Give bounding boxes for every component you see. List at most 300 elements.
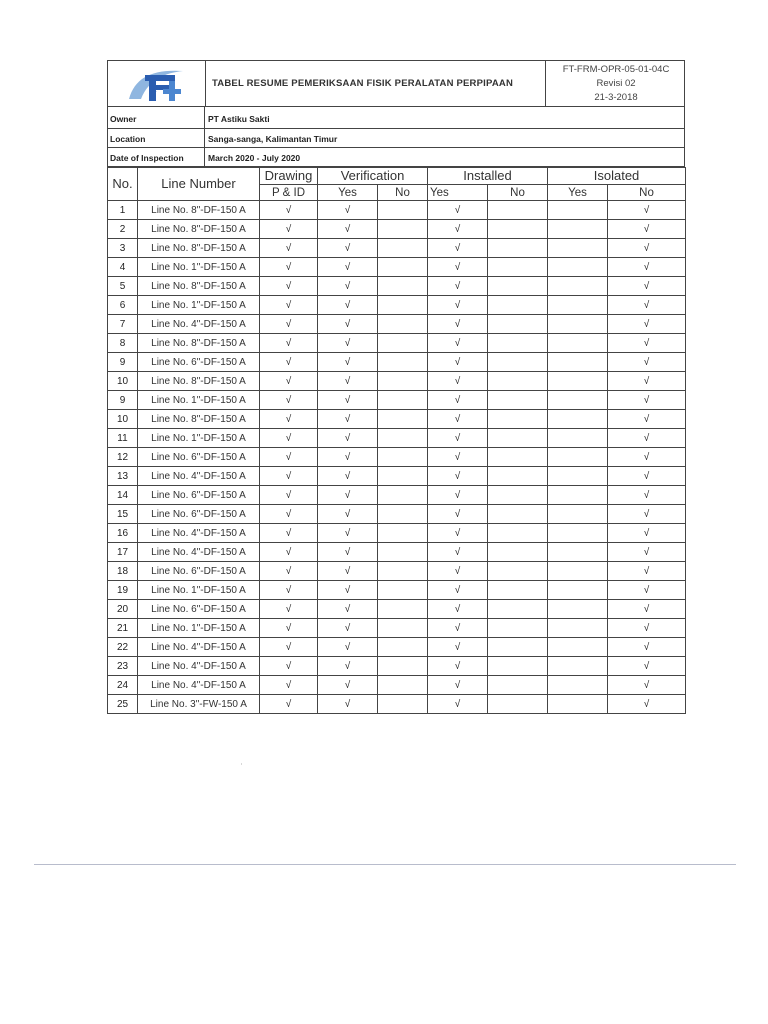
table-row [108,391,686,410]
installed-yes-check: √ [428,562,488,581]
installed-no-cell [488,467,548,486]
row-number: 24 [108,676,138,695]
installed-yes-check: √ [428,676,488,695]
line-number: Line No. 8"-DF-150 A [138,334,260,353]
line-number: Line No. 6"-DF-150 A [138,505,260,524]
col-no: No. [108,168,138,201]
verification-no-cell [378,524,428,543]
isolated-no-check: √ [608,410,686,429]
verification-no-cell [378,220,428,239]
line-number: Line No. 8"-DF-150 A [138,410,260,429]
pid-check: √ [260,410,318,429]
table-row [108,657,686,676]
verification-yes-check: √ [318,372,378,391]
installed-no-cell [488,201,548,220]
verification-yes-check: √ [318,524,378,543]
line-number: Line No. 4"-DF-150 A [138,657,260,676]
isolated-yes-cell [548,562,608,581]
installed-no-cell [488,334,548,353]
pid-check: √ [260,486,318,505]
col-isolated-yes: Yes [548,185,608,201]
installed-yes-check: √ [428,410,488,429]
verification-yes-check: √ [318,486,378,505]
row-number: 5 [108,277,138,296]
installed-no-cell [488,372,548,391]
verification-no-cell [378,372,428,391]
line-number: Line No. 8"-DF-150 A [138,372,260,391]
table-body [108,201,686,714]
pid-check: √ [260,695,318,714]
verification-no-cell [378,619,428,638]
line-number: Line No. 8"-DF-150 A [138,201,260,220]
isolated-yes-cell [548,239,608,258]
line-number: Line No. 1"-DF-150 A [138,429,260,448]
pid-check: √ [260,220,318,239]
row-number: 20 [108,600,138,619]
line-number: Line No. 6"-DF-150 A [138,600,260,619]
isolated-yes-cell [548,334,608,353]
isolated-no-check: √ [608,372,686,391]
verification-no-cell [378,353,428,372]
table-row [108,372,686,391]
installed-yes-check: √ [428,619,488,638]
verification-yes-check: √ [318,448,378,467]
verification-no-cell [378,657,428,676]
isolated-yes-cell [548,638,608,657]
installed-yes-check: √ [428,581,488,600]
col-isolated-no: No [608,185,686,201]
isolated-no-check: √ [608,505,686,524]
pid-check: √ [260,524,318,543]
row-number: 21 [108,619,138,638]
installed-no-cell [488,562,548,581]
isolated-yes-cell [548,467,608,486]
line-number: Line No. 8"-DF-150 A [138,220,260,239]
installed-no-cell [488,296,548,315]
pid-check: √ [260,562,318,581]
installed-yes-check: √ [428,486,488,505]
isolated-yes-cell [548,581,608,600]
pid-check: √ [260,581,318,600]
line-number: Line No. 8"-DF-150 A [138,239,260,258]
table-row [108,353,686,372]
verification-yes-check: √ [318,391,378,410]
revision: Revisi 02 [596,78,636,89]
row-number: 9 [108,391,138,410]
installed-yes-check: √ [428,391,488,410]
row-number: 13 [108,467,138,486]
row-number: 3 [108,239,138,258]
verification-no-cell [378,448,428,467]
installed-no-cell [488,619,548,638]
verification-yes-check: √ [318,410,378,429]
col-isolated: Isolated [548,168,686,185]
table-row [108,448,686,467]
verification-yes-check: √ [318,334,378,353]
doc-code: FT-FRM-OPR-05-01-04C [562,64,670,75]
verification-no-cell [378,505,428,524]
verification-yes-check: √ [318,353,378,372]
verification-yes-check: √ [318,315,378,334]
table-row [108,676,686,695]
line-number: Line No. 4"-DF-150 A [138,524,260,543]
isolated-yes-cell [548,600,608,619]
isolated-yes-cell [548,201,608,220]
location-label: Location [107,129,205,148]
pid-check: √ [260,448,318,467]
line-number: Line No. 4"-DF-150 A [138,467,260,486]
installed-yes-check: √ [428,220,488,239]
pid-check: √ [260,277,318,296]
verification-no-cell [378,239,428,258]
table-row [108,619,686,638]
verification-yes-check: √ [318,258,378,277]
table-row [108,410,686,429]
isolated-yes-cell [548,676,608,695]
verification-no-cell [378,277,428,296]
installed-no-cell [488,220,548,239]
verification-yes-check: √ [318,638,378,657]
table-row [108,239,686,258]
isolated-no-check: √ [608,429,686,448]
info-block [107,107,685,167]
table-row [108,638,686,657]
table-row [108,505,686,524]
row-number: 14 [108,486,138,505]
table-row [108,543,686,562]
table-row [108,524,686,543]
pid-check: √ [260,505,318,524]
isolated-no-check: √ [608,486,686,505]
row-number: 16 [108,524,138,543]
pid-check: √ [260,467,318,486]
isolated-no-check: √ [608,562,686,581]
installed-yes-check: √ [428,524,488,543]
col-installed-yes: Yes [428,185,488,201]
verification-yes-check: √ [318,277,378,296]
installed-no-cell [488,581,548,600]
line-number: Line No. 4"-DF-150 A [138,315,260,334]
row-number: 10 [108,372,138,391]
pid-check: √ [260,239,318,258]
verification-yes-check: √ [318,296,378,315]
installed-yes-check: √ [428,277,488,296]
revision-date: 21-3-2018 [594,92,638,103]
isolated-no-check: √ [608,600,686,619]
line-number: Line No. 1"-DF-150 A [138,581,260,600]
installed-no-cell [488,524,548,543]
inspection-table [107,167,686,714]
installed-no-cell [488,315,548,334]
form-title: TABEL RESUME PEMERIKSAAN FISIK PERALATAN PERPIPAAN [206,61,546,106]
verification-no-cell [378,676,428,695]
verification-yes-check: √ [318,201,378,220]
installed-no-cell [488,486,548,505]
installed-yes-check: √ [428,315,488,334]
verification-no-cell [378,581,428,600]
isolated-no-check: √ [608,220,686,239]
col-drawing: Drawing [260,168,318,185]
pid-check: √ [260,315,318,334]
table-row [108,277,686,296]
isolated-no-check: √ [608,315,686,334]
pid-check: √ [260,201,318,220]
installed-no-cell [488,258,548,277]
isolated-yes-cell [548,258,608,277]
installed-yes-check: √ [428,657,488,676]
table-row [108,220,686,239]
installed-no-cell [488,600,548,619]
verification-yes-check: √ [318,239,378,258]
pid-check: √ [260,638,318,657]
verification-no-cell [378,600,428,619]
isolated-no-check: √ [608,448,686,467]
verification-yes-check: √ [318,562,378,581]
installed-yes-check: √ [428,239,488,258]
owner-label: Owner [107,107,205,129]
isolated-no-check: √ [608,619,686,638]
isolated-yes-cell [548,353,608,372]
installed-no-cell [488,695,548,714]
verification-no-cell [378,315,428,334]
line-number: Line No. 6"-DF-150 A [138,448,260,467]
verification-yes-check: √ [318,581,378,600]
col-pid: P & ID [260,185,318,201]
isolated-yes-cell [548,657,608,676]
row-number: 22 [108,638,138,657]
installed-no-cell [488,676,548,695]
verification-no-cell [378,695,428,714]
line-number: Line No. 4"-DF-150 A [138,638,260,657]
row-number: 12 [108,448,138,467]
inspection-form [107,60,685,714]
col-verification-yes: Yes [318,185,378,201]
pid-check: √ [260,296,318,315]
installed-yes-check: √ [428,467,488,486]
verification-yes-check: √ [318,220,378,239]
col-verification: Verification [318,168,428,185]
col-verification-no: No [378,185,428,201]
table-row [108,315,686,334]
isolated-yes-cell [548,315,608,334]
verification-no-cell [378,334,428,353]
line-number: Line No. 4"-DF-150 A [138,543,260,562]
row-number: 25 [108,695,138,714]
installed-yes-check: √ [428,505,488,524]
pid-check: √ [260,429,318,448]
installed-yes-check: √ [428,429,488,448]
isolated-no-check: √ [608,258,686,277]
installed-yes-check: √ [428,448,488,467]
isolated-yes-cell [548,619,608,638]
isolated-no-check: √ [608,277,686,296]
installed-yes-check: √ [428,296,488,315]
verification-yes-check: √ [318,505,378,524]
line-number: Line No. 6"-DF-150 A [138,486,260,505]
verification-no-cell [378,638,428,657]
installed-yes-check: √ [428,353,488,372]
company-logo [108,61,206,106]
installed-yes-check: √ [428,600,488,619]
isolated-no-check: √ [608,543,686,562]
installed-yes-check: √ [428,334,488,353]
verification-no-cell [378,201,428,220]
row-number: 17 [108,543,138,562]
line-number: Line No. 1"-DF-150 A [138,391,260,410]
table-row [108,600,686,619]
table-row [108,562,686,581]
pid-check: √ [260,676,318,695]
isolated-no-check: √ [608,638,686,657]
isolated-no-check: √ [608,296,686,315]
verification-yes-check: √ [318,467,378,486]
installed-no-cell [488,239,548,258]
installed-yes-check: √ [428,695,488,714]
owner-value: PT Astiku Sakti [205,107,685,129]
installed-no-cell [488,657,548,676]
table-row [108,695,686,714]
verification-yes-check: √ [318,695,378,714]
pid-check: √ [260,619,318,638]
isolated-yes-cell [548,391,608,410]
pid-check: √ [260,391,318,410]
isolated-no-check: √ [608,201,686,220]
location-value: Sanga-sanga, Kalimantan Timur [205,129,685,148]
row-number: 15 [108,505,138,524]
isolated-yes-cell [548,486,608,505]
col-installed-no: No [488,185,548,201]
col-line-number: Line Number [138,168,260,201]
table-row [108,201,686,220]
isolated-yes-cell [548,505,608,524]
ft-logo-icon [125,65,189,103]
line-number: Line No. 6"-DF-150 A [138,353,260,372]
line-number: Line No. 8"-DF-150 A [138,277,260,296]
scan-speck [241,763,242,765]
table-row [108,581,686,600]
pid-check: √ [260,372,318,391]
isolated-yes-cell [548,277,608,296]
installed-no-cell [488,505,548,524]
row-number: 2 [108,220,138,239]
table-row [108,334,686,353]
date-label: Date of Inspection [107,148,205,167]
row-number: 9 [108,353,138,372]
installed-yes-check: √ [428,638,488,657]
verification-no-cell [378,296,428,315]
row-number: 8 [108,334,138,353]
installed-no-cell [488,543,548,562]
verification-no-cell [378,467,428,486]
installed-no-cell [488,391,548,410]
installed-yes-check: √ [428,201,488,220]
document-control [546,61,686,106]
isolated-yes-cell [548,695,608,714]
pid-check: √ [260,600,318,619]
isolated-yes-cell [548,372,608,391]
row-number: 7 [108,315,138,334]
installed-yes-check: √ [428,258,488,277]
line-number: Line No. 6"-DF-150 A [138,562,260,581]
installed-no-cell [488,353,548,372]
line-number: Line No. 1"-DF-150 A [138,296,260,315]
isolated-no-check: √ [608,467,686,486]
isolated-yes-cell [548,524,608,543]
isolated-no-check: √ [608,524,686,543]
verification-no-cell [378,429,428,448]
installed-no-cell [488,429,548,448]
isolated-no-check: √ [608,391,686,410]
verification-no-cell [378,562,428,581]
line-number: Line No. 4"-DF-150 A [138,676,260,695]
row-number: 23 [108,657,138,676]
pid-check: √ [260,657,318,676]
footer-divider [34,864,736,865]
date-value: March 2020 - July 2020 [205,148,685,167]
verification-no-cell [378,391,428,410]
verification-yes-check: √ [318,543,378,562]
row-number: 10 [108,410,138,429]
verification-yes-check: √ [318,619,378,638]
isolated-yes-cell [548,410,608,429]
line-number: Line No. 3"-FW-150 A [138,695,260,714]
table-row [108,429,686,448]
col-installed: Installed [428,168,548,185]
line-number: Line No. 1"-DF-150 A [138,619,260,638]
verification-no-cell [378,410,428,429]
installed-yes-check: √ [428,372,488,391]
verification-no-cell [378,258,428,277]
pid-check: √ [260,353,318,372]
pid-check: √ [260,258,318,277]
isolated-no-check: √ [608,334,686,353]
pid-check: √ [260,543,318,562]
row-number: 1 [108,201,138,220]
installed-no-cell [488,448,548,467]
table-row [108,467,686,486]
row-number: 4 [108,258,138,277]
row-number: 11 [108,429,138,448]
isolated-no-check: √ [608,657,686,676]
pid-check: √ [260,334,318,353]
isolated-yes-cell [548,543,608,562]
isolated-no-check: √ [608,676,686,695]
isolated-no-check: √ [608,695,686,714]
row-number: 18 [108,562,138,581]
installed-yes-check: √ [428,543,488,562]
verification-yes-check: √ [318,600,378,619]
installed-no-cell [488,638,548,657]
isolated-yes-cell [548,296,608,315]
installed-no-cell [488,410,548,429]
isolated-no-check: √ [608,353,686,372]
isolated-no-check: √ [608,581,686,600]
form-header [107,60,685,107]
verification-yes-check: √ [318,657,378,676]
table-row [108,296,686,315]
table-row [108,258,686,277]
logo-text: Ft [155,91,157,93]
isolated-yes-cell [548,429,608,448]
verification-no-cell [378,486,428,505]
row-number: 6 [108,296,138,315]
isolated-yes-cell [548,220,608,239]
line-number: Line No. 1"-DF-150 A [138,258,260,277]
verification-yes-check: √ [318,676,378,695]
table-row [108,486,686,505]
row-number: 19 [108,581,138,600]
isolated-no-check: √ [608,239,686,258]
